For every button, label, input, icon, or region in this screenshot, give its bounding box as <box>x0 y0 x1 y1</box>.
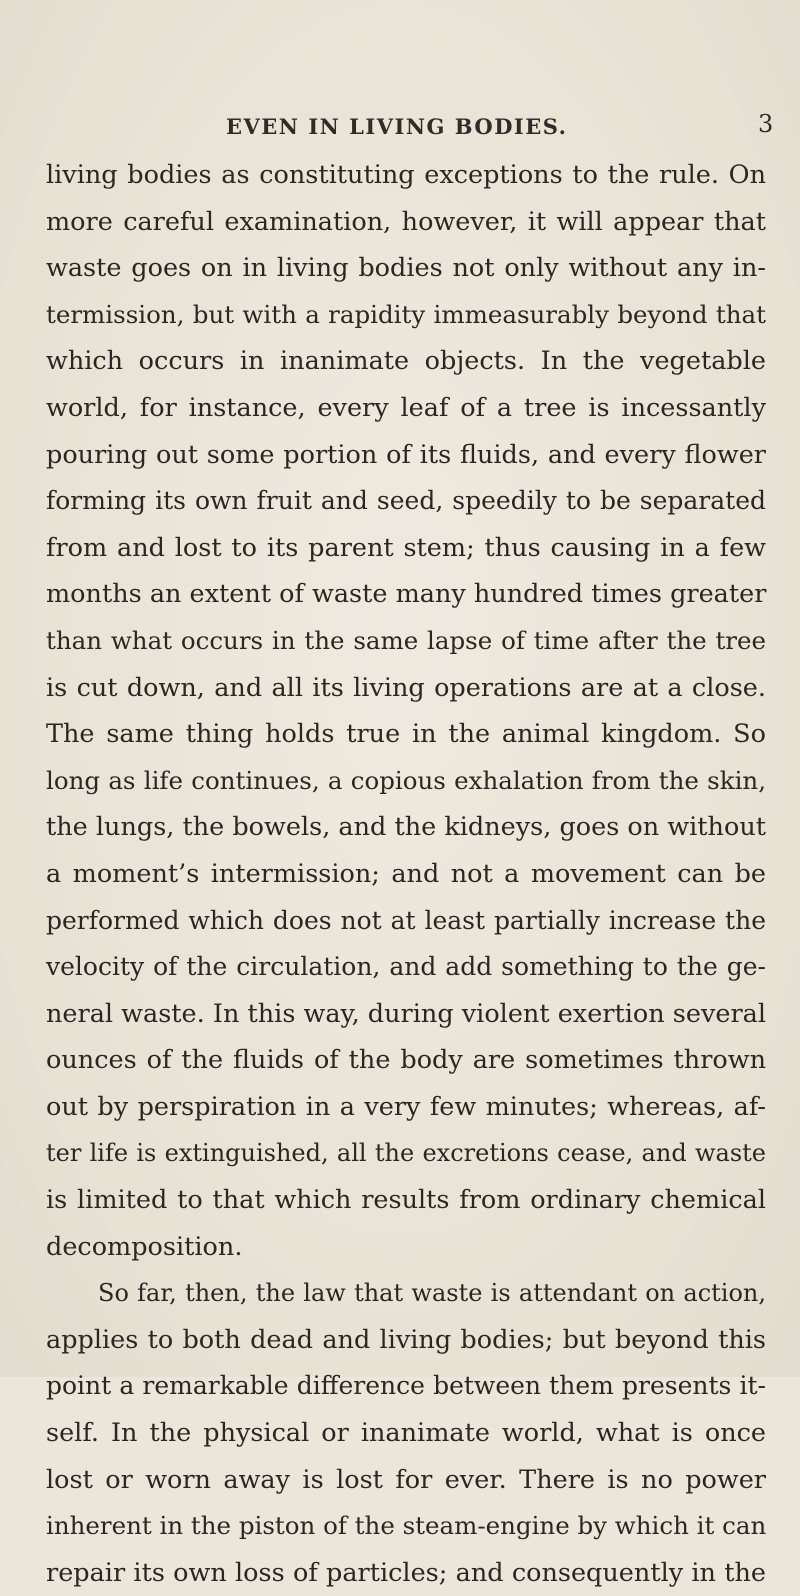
text-line: termission, but with a rapidity immeasurably beyond that <box>46 299 766 329</box>
text-line: a moment’s intermission; and not a movement can be <box>46 858 766 889</box>
text-line: decomposition. <box>46 1231 243 1262</box>
text-line: is limited to that which results from ordinary chemical <box>46 1185 766 1216</box>
running-head <box>0 108 800 148</box>
text-line: The same thing holds true in the animal kingdom. So <box>46 719 766 750</box>
text-line: applies to both dead and living bodies; but beyond this <box>46 1324 766 1355</box>
text-line: pouring out some portion of its fluids, and every flower <box>46 439 766 470</box>
text-line: which occurs in inanimate objects. In the vegetable <box>46 346 766 377</box>
text-line: more careful examination, however, it will appear that <box>46 206 766 237</box>
text-line: from and lost to its parent stem; thus causing in a few <box>46 532 766 563</box>
running-title: EVEN IN LIVING BODIES. <box>226 114 568 139</box>
text-line: out by perspiration in a very few minutes; whereas, af- <box>46 1091 766 1122</box>
text-line: neral waste. In this way, during violent exertion several <box>46 998 766 1029</box>
text-line: velocity of the circulation, and add something to the ge- <box>46 952 766 982</box>
text-line: So far, then, the law that waste is attendant on action, <box>98 1279 766 1308</box>
text-line: living bodies as constituting exceptions to the rule. On <box>46 160 766 190</box>
text-line: repair its own loss of particles; and consequently in the <box>46 1557 766 1588</box>
paragraph-2 <box>46 1270 766 1596</box>
text-line: is cut down, and all its living operations are at a close. <box>46 672 766 703</box>
text-line: inherent in the piston of the steam-engine by which it can <box>46 1511 767 1541</box>
text-line: point a remarkable difference between them presents it- <box>46 1371 766 1401</box>
paragraph-1 <box>46 152 766 1270</box>
text-line: self. In the physical or inanimate world, what is once <box>46 1418 766 1449</box>
text-line: long as life continues, a copious exhalation from the skin, <box>46 765 766 795</box>
text-line: performed which does not at least partially increase the <box>46 905 766 935</box>
text-line: months an extent of waste many hundred times greater <box>46 579 767 610</box>
text-line: the lungs, the bowels, and the kidneys, goes on without <box>46 812 766 843</box>
body-text <box>46 152 766 1596</box>
text-line: waste goes on in living bodies not only without any in- <box>46 253 766 284</box>
text-line: than what occurs in the same lapse of time after the tree <box>46 625 766 655</box>
text-line: ounces of the fluids of the body are sometimes thrown <box>46 1045 766 1076</box>
text-line: ter life is extinguished, all the excretions cease, and waste <box>46 1139 766 1168</box>
page-number: 3 <box>758 110 774 138</box>
text-line: world, for instance, every leaf of a tree is incessantly <box>46 392 766 423</box>
text-line: forming its own fruit and seed, speedily to be separated <box>46 486 766 516</box>
text-line: lost or worn away is lost for ever. There is no power <box>46 1464 766 1495</box>
